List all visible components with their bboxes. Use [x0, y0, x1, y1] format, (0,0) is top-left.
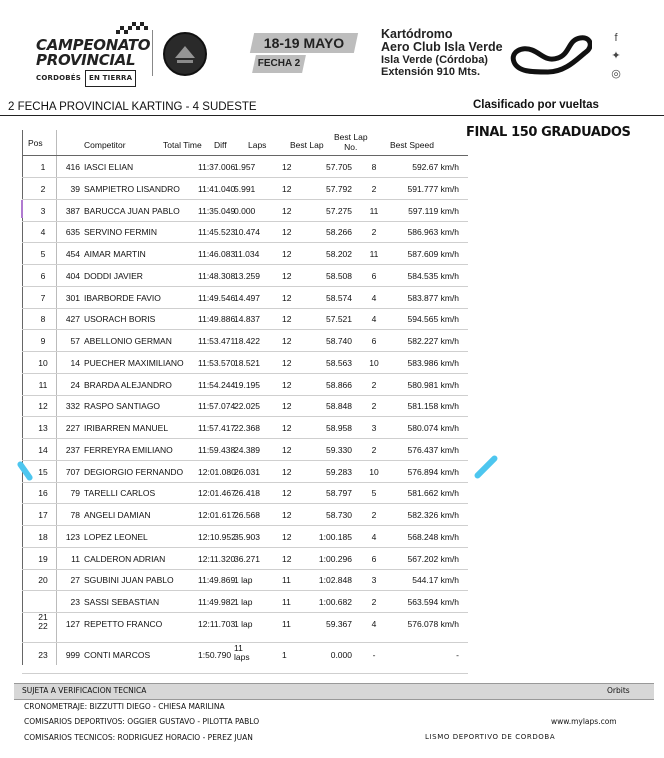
cell-num: 427 — [65, 314, 80, 325]
table-row — [22, 286, 468, 309]
header-divider — [152, 30, 153, 76]
cell-bestno: 2 — [371, 510, 377, 520]
cell-total: 11:45.523 — [198, 227, 236, 238]
cell-laps: 12 — [282, 205, 292, 216]
cell-best: 0.000 — [330, 649, 352, 660]
facebook-icon[interactable]: f — [614, 32, 618, 44]
cell-bestno: - — [372, 649, 376, 660]
cell-num: 332 — [65, 401, 80, 412]
header-diff: Diff — [214, 140, 227, 150]
cell-pos: 4 — [40, 227, 46, 238]
cell-diff: 1 lap — [234, 597, 253, 607]
table-row — [22, 590, 468, 613]
cell-total: 11:41.040 — [198, 183, 236, 194]
cell-best: 59.283 — [326, 466, 352, 477]
classification-label: Clasificado por vueltas — [473, 99, 599, 111]
cell-best: 57.275 — [326, 205, 352, 216]
venue-block — [381, 28, 503, 78]
header-pos: Pos — [28, 138, 43, 148]
logo-sub-2: EN TIERRA — [85, 70, 136, 87]
venue-line-1: Kartódromo — [381, 27, 453, 41]
cell-bestno: 2 — [371, 227, 377, 238]
cell-speed: 582.326 km/h — [407, 510, 459, 520]
cell-diff: 26.568 — [234, 510, 260, 520]
cell-speed: 580.074 km/h — [407, 423, 459, 433]
table-row — [22, 264, 468, 287]
cell-speed: 581.158 km/h — [407, 401, 459, 412]
table-row — [22, 177, 468, 200]
cell-laps: 12 — [282, 423, 292, 433]
cell-total: 11:53.471 — [198, 336, 236, 346]
cell-bestno: 11 — [369, 205, 379, 216]
cell-name: IBARBORDE FAVIO — [84, 292, 161, 303]
social-icons — [610, 32, 626, 86]
cell-bestno: 5 — [371, 488, 377, 499]
cell-speed: 591.777 km/h — [407, 183, 459, 194]
cell-total: 11:46.083 — [198, 249, 236, 259]
cell-best: 58.563 — [326, 357, 352, 368]
cell-speed: - — [456, 649, 459, 660]
cell-total: 11:48.308 — [198, 270, 236, 281]
cell-num: 24 — [70, 379, 80, 390]
footer-org: LISMO DEPORTIVO DE CORDOBA — [425, 733, 556, 741]
footer-orbits: Orbits — [607, 686, 630, 695]
cell-total: 11:35.049 — [198, 205, 236, 216]
cell-laps: 11 — [282, 575, 291, 586]
cell-diff: 1 lap — [234, 618, 253, 629]
cell-diff: 26.418 — [234, 488, 260, 499]
footer-timing: CRONOMETRAJE: BIZZUTTI DIEGO - CHIESA MARILINA — [24, 702, 225, 711]
cell-best: 58.508 — [326, 270, 352, 281]
cell-total: 12:01.080 — [198, 466, 236, 477]
annotation-mark-right — [473, 454, 498, 479]
cell-name: REPETTO FRANCO — [84, 618, 163, 629]
cell-best: 59.367 — [326, 618, 352, 629]
cell-diff: 35.903 — [234, 531, 260, 542]
cell-bestno: 4 — [371, 314, 377, 325]
cell-total: 11:54.244 — [198, 379, 236, 390]
event-date: 18-19 MAYO — [263, 35, 345, 51]
cell-num: 27 — [70, 575, 80, 586]
footer-verification: SUJETA A VERIFICACION TECNICA — [22, 686, 147, 695]
cell-name: IRIBARREN MANUEL — [84, 423, 169, 433]
track-layout-icon — [508, 32, 592, 76]
cell-pos: 15 — [38, 466, 48, 477]
cell-speed: 581.662 km/h — [407, 488, 459, 499]
cell-name: FERREYRA EMILIANO — [84, 444, 173, 455]
cell-total: 1:50.790 — [198, 649, 232, 660]
cell-num: 404 — [65, 270, 80, 281]
cell-best: 58.730 — [326, 510, 352, 520]
cell-laps: 12 — [282, 401, 292, 412]
cell-best: 57.705 — [326, 162, 352, 172]
cell-name: IASCI ELIAN — [84, 162, 134, 172]
cell-name: DEGIORGIO FERNANDO — [84, 466, 184, 477]
twitter-icon[interactable]: ✦ — [611, 50, 621, 62]
cell-name: CALDERON ADRIAN — [84, 553, 166, 564]
cell-total: 11:49.886 — [198, 314, 236, 325]
cell-num: 635 — [65, 227, 80, 238]
cell-num: 227 — [65, 423, 80, 433]
cell-bestno: 6 — [371, 553, 377, 564]
cell-diff: 14.497 — [234, 292, 260, 303]
cell-name: USORACH BORIS — [84, 314, 156, 325]
cell-best: 1:00.682 — [318, 597, 352, 607]
cell-diff: 11 laps — [234, 642, 250, 662]
cell-pos: 23 — [38, 649, 48, 660]
footer-sport-stewards: COMISARIOS DEPORTIVOS: OGGIER GUSTAVO - PILOTTA PABLO — [24, 717, 260, 726]
table-row — [22, 329, 468, 352]
footer-site[interactable]: www.mylaps.com — [551, 717, 617, 726]
cell-speed: 567.202 km/h — [407, 553, 459, 564]
cell-laps: 12 — [282, 488, 292, 499]
cell-bestno: 3 — [371, 575, 377, 586]
cell-total: 11:49.869 — [198, 575, 236, 586]
cell-laps: 12 — [282, 357, 292, 368]
cell-laps: 12 — [282, 336, 292, 346]
cell-laps: 12 — [282, 227, 292, 238]
cell-bestno: 4 — [371, 531, 377, 542]
cell-speed: 584.535 km/h — [407, 270, 459, 281]
cell-pos: 11 — [38, 379, 48, 390]
logo-title-1: CAMPEONATO — [36, 36, 151, 54]
cell-laps: 12 — [282, 553, 292, 564]
cell-laps: 11 — [282, 618, 291, 629]
logo-title-2: PROVINCIAL — [36, 51, 136, 69]
header-best-lap: Best Lap — [290, 140, 324, 150]
table-row — [22, 307, 468, 330]
cell-pos: 20 — [38, 575, 48, 586]
cell-speed: 568.248 km/h — [407, 531, 459, 542]
cell-diff: 13.259 — [234, 270, 260, 281]
table-row — [22, 568, 468, 591]
cell-bestno: 2 — [371, 183, 377, 194]
cell-bestno: 2 — [371, 444, 377, 455]
cell-pos: 2 — [40, 183, 46, 194]
cell-num: 78 — [70, 510, 80, 520]
table-row — [22, 199, 468, 222]
table-row — [22, 242, 468, 265]
cell-bestno: 6 — [371, 270, 377, 281]
cell-num: 301 — [65, 292, 80, 303]
checkered-flag-icon — [116, 22, 152, 36]
cell-name: SAMPIETRO LISANDRO — [84, 183, 180, 194]
table-row — [22, 416, 468, 439]
cell-pos: 9 — [40, 336, 46, 346]
cell-name: BARUCCA JUAN PABLO — [84, 205, 180, 216]
cell-num: 237 — [65, 444, 80, 455]
cell-speed: 583.986 km/h — [407, 357, 459, 368]
cell-best: 58.574 — [326, 292, 352, 303]
event-fecha: FECHA 2 — [257, 58, 301, 69]
cell-total: 11:37.006 — [198, 162, 236, 172]
cell-pos: 19 — [38, 553, 48, 564]
cell-diff: 24.389 — [234, 444, 260, 455]
cell-pos: 10 — [38, 357, 48, 368]
category-title: FINAL 150 GRADUADOS — [466, 125, 631, 140]
cell-name: RASPO SANTIAGO — [84, 401, 161, 412]
cell-name: PUECHER MAXIMILIANO — [84, 357, 184, 368]
venue-line-3: Isla Verde (Córdoba) — [381, 54, 488, 66]
cell-speed: 587.609 km/h — [407, 249, 459, 259]
cell-num: 39 — [70, 183, 80, 194]
cell-num: 23 — [70, 597, 80, 607]
header-laps: Laps — [248, 140, 267, 150]
cell-diff: 26.031 — [234, 466, 260, 477]
cell-speed: 580.981 km/h — [407, 379, 459, 390]
table-row — [22, 155, 468, 178]
cell-speed: 582.227 km/h — [407, 336, 459, 346]
cell-pos: 7 — [40, 292, 46, 303]
cell-speed: 576.894 km/h — [407, 466, 459, 477]
cell-diff: 22.025 — [234, 401, 260, 412]
cell-bestno: 4 — [371, 292, 377, 303]
cell-best: 58.266 — [326, 227, 352, 238]
cell-pos: 14 — [38, 444, 48, 455]
cell-num: 707 — [65, 466, 80, 477]
campeonato-logo — [36, 36, 151, 87]
cell-laps: 12 — [282, 292, 292, 303]
table-row — [22, 351, 468, 374]
logo-sub-1: CORDOBÉS — [36, 74, 81, 82]
cell-num: 127 — [65, 618, 80, 629]
cell-laps: 12 — [282, 510, 292, 520]
cell-diff: 19.195 — [234, 379, 260, 390]
table-row — [22, 643, 468, 674]
cell-laps: 12 — [282, 531, 292, 542]
cell-bestno: 4 — [371, 618, 377, 629]
cell-bestno: 3 — [371, 423, 377, 433]
cell-pos: 21 22 — [38, 611, 48, 631]
cell-total: 12:01.617 — [198, 510, 236, 520]
cell-bestno: 6 — [371, 336, 377, 346]
cell-num: 57 — [70, 336, 80, 346]
cell-total: 11:53.570 — [198, 357, 236, 368]
cell-best: 58.740 — [326, 336, 352, 346]
table-row — [22, 220, 468, 243]
table-row — [22, 460, 468, 483]
cell-best: 58.202 — [326, 249, 352, 259]
cell-best: 58.958 — [326, 423, 352, 433]
cell-diff: 1 lap — [234, 575, 253, 586]
cell-pos: 1 — [40, 162, 46, 172]
cell-total: 11:59.438 — [198, 444, 236, 455]
cell-name: SASSI SEBASTIAN — [84, 597, 160, 607]
cell-diff: 18.422 — [234, 336, 260, 346]
cell-diff: 22.368 — [234, 423, 260, 433]
table-row — [22, 373, 468, 396]
cell-bestno: 11 — [369, 249, 379, 259]
table-row — [22, 394, 468, 417]
cell-pos: 3 — [40, 205, 46, 216]
cell-bestno: 10 — [369, 357, 379, 368]
cell-num: 79 — [70, 488, 80, 499]
cell-diff: 18.521 — [234, 357, 260, 368]
cell-name: SGUBINI JUAN PABLO — [84, 575, 174, 586]
cell-total: 11:57.417 — [198, 423, 236, 433]
cell-best: 1:00.296 — [318, 553, 352, 564]
cell-laps: 12 — [282, 314, 292, 325]
cell-best: 59.330 — [326, 444, 352, 455]
cell-speed: 544.17 km/h — [412, 575, 459, 586]
cell-name: CONTI MARCOS — [84, 649, 151, 660]
cell-bestno: 2 — [371, 401, 377, 412]
cell-num: 416 — [65, 162, 80, 172]
cell-speed: 597.119 km/h — [408, 205, 459, 216]
cell-pos: 5 — [40, 249, 46, 259]
cell-best: 57.792 — [326, 183, 352, 194]
cell-best: 58.866 — [326, 379, 352, 390]
cell-total: 11:49.546 — [198, 292, 236, 303]
cell-diff: 0.000 — [234, 205, 256, 216]
cell-best: 58.848 — [326, 401, 352, 412]
cell-name: TARELLI CARLOS — [84, 488, 156, 499]
cell-name: AIMAR MARTIN — [84, 249, 146, 259]
header-best-lap-no-2: No. — [344, 142, 358, 152]
cell-total: 11:57.074 — [198, 401, 236, 412]
cell-diff: 5.991 — [234, 183, 256, 194]
cell-laps: 12 — [282, 270, 292, 281]
cell-bestno: 2 — [371, 597, 377, 607]
cell-speed: 592.67 km/h — [412, 162, 459, 172]
venue-line-2: Aero Club Isla Verde — [381, 40, 503, 54]
cell-name: ABELLONIO GERMAN — [84, 336, 172, 346]
cell-best: 57.521 — [326, 314, 352, 325]
cell-laps: 11 — [282, 597, 291, 607]
cell-name: SERVINO FERMIN — [84, 227, 158, 238]
cell-best: 58.797 — [326, 488, 352, 499]
instagram-icon[interactable]: ◎ — [611, 68, 621, 80]
table-row — [22, 525, 468, 548]
cell-diff: 14.837 — [234, 314, 260, 325]
cell-best: 1:00.185 — [318, 531, 352, 542]
cell-num: 11 — [71, 553, 80, 564]
cell-total: 12:01.467 — [198, 488, 236, 499]
cell-pos: 17 — [38, 510, 48, 520]
cell-pos: 16 — [38, 488, 48, 499]
cell-speed: 594.565 km/h — [407, 314, 459, 325]
cell-pos: 13 — [38, 423, 48, 433]
cell-num: 999 — [65, 649, 80, 660]
cell-laps: 1 — [282, 649, 287, 660]
cell-total: 12:10.952 — [198, 531, 236, 542]
table-header-rule — [22, 155, 468, 156]
cell-name: DODDI JAVIER — [84, 270, 143, 281]
cell-num: 14 — [70, 357, 80, 368]
cell-speed: 576.437 km/h — [407, 444, 459, 455]
cell-speed: 563.594 km/h — [407, 597, 459, 607]
venue-line-4: Extensión 910 Mts. — [381, 66, 481, 78]
footer-tech-stewards: COMISARIOS TECNICOS: RODRIGUEZ HORACIO - PEREZ JUAN — [24, 733, 253, 742]
table-row — [22, 438, 468, 461]
cell-speed: 586.963 km/h — [407, 227, 459, 238]
cell-num: 454 — [65, 249, 80, 259]
cell-bestno: 2 — [371, 379, 377, 390]
cell-diff: 11.034 — [234, 249, 260, 259]
table-row — [22, 481, 468, 504]
cell-name: ANGELI DAMIAN — [84, 510, 151, 520]
association-logo-icon — [163, 32, 207, 76]
cell-bestno: 10 — [369, 466, 379, 477]
cell-total: 11:49.982 — [198, 597, 236, 607]
event-title: 2 FECHA PROVINCIAL KARTING - 4 SUDESTE — [8, 101, 257, 113]
header-best-lap-no — [334, 132, 368, 152]
table-row — [22, 503, 468, 526]
cell-best: 1:02.848 — [318, 575, 352, 586]
header-best-speed: Best Speed — [390, 140, 434, 150]
cell-pos: 8 — [40, 314, 46, 325]
cell-laps: 12 — [282, 444, 292, 455]
header-best-lap-no-1: Best Lap — [334, 132, 368, 142]
cell-num: 387 — [65, 205, 80, 216]
table-row — [22, 547, 468, 570]
cell-speed: 583.877 km/h — [407, 292, 459, 303]
cell-total: 12:11.320 — [198, 553, 236, 564]
cell-diff: 36.271 — [234, 553, 260, 564]
cell-laps: 12 — [282, 249, 292, 259]
cell-name: LOPEZ LEONEL — [84, 531, 148, 542]
cell-name: BRARDA ALEJANDRO — [84, 379, 172, 390]
cell-num: 123 — [65, 531, 80, 542]
cell-diff: 1.957 — [234, 162, 256, 172]
cell-pos: 12 — [38, 401, 48, 412]
cell-pos: 18 — [38, 531, 48, 542]
cell-laps: 12 — [282, 379, 292, 390]
cell-laps: 12 — [282, 162, 292, 172]
cell-bestno: 8 — [371, 162, 377, 172]
cell-speed: 576.078 km/h — [407, 618, 459, 629]
cell-laps: 12 — [282, 466, 292, 477]
header-competitor: Competitor — [84, 140, 126, 150]
cell-diff: 10.474 — [234, 227, 260, 238]
cell-pos: 6 — [40, 270, 46, 281]
header-total-time: Total Time — [163, 140, 202, 150]
cell-total: 12:11.703 — [198, 618, 236, 629]
table-row — [22, 612, 468, 643]
cell-laps: 12 — [282, 183, 292, 194]
